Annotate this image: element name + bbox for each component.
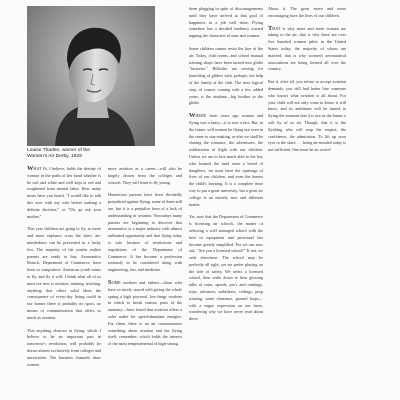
portrait-photo bbox=[27, 6, 155, 146]
caption-line-1: Louise Thaden, winner of the bbox=[27, 148, 90, 153]
article-paragraph: But if, after all, you refuse to accept aviation demands, you still had better hire someone who knows what aviation is all about. For your child will not only come to know, it will know, and its ambitions will be turned to flying the moment that it is not as the harms a will by of as air. Though, that it is the flyalting who will reap the respect, the confidence, the admiration. To lift up your eyes to the skies . . . being air-minded today is not sufficient. One must be air active! bbox=[268, 79, 346, 153]
article-paragraph: WHAT IS, I believe, holds the destiny of woman in the paths of her hand whether is be soft and white and well kept or red and roughened from menial labor. How many times have you heard, "I would like to talk this over with my wife before making a definite decision," or "Oh, go ask your mother." bbox=[27, 165, 101, 219]
article-paragraph: Yet, now that the Department of Commerce is licensing air schools, the matter of selecting a well managed school with the best in equipment and personnel has become greatly simplified. For we can now ask, "Are you a licensed school?" If not, we seek elsewhere. The school may be perfectly all right, yet we prefer playing on the side of safety. We select a licensed school, then settle down to hear glowing talks of rates, speeds, pro's and rankings, trips, advances, stabilizers, ceilings, prop rotating, some clearance, ground loops—with a vague expression on our faces, wondering why we have never read about these. bbox=[189, 214, 263, 322]
article-column-1 bbox=[27, 166, 101, 368]
caption-line-2: Women's Air Derby, 1929 bbox=[27, 154, 82, 159]
article-paragraph: SOME mothers and fathers—those who have so nicely stayed with giving the whole spring a high powered, low-fangy roadster in which to break various parts of the anatomy—have found that aviation offers a safer outlet for speed-abundant energies. For them, there is an air commonsense something about aviation and the flying itself, remember; which holds the interest of the most temperamental of high-strung, bbox=[108, 278, 182, 347]
article-paragraph: them plugging in spite of discouragements until they have arrived at that goal of happiness in a job well done. Flying somehow has a decided tendency toward tapping the characters of men and women. bbox=[189, 6, 263, 39]
article-paragraph: Some children cannot resist the lure of the air. Today, club rooms, and school manual training shops have been turned into glider "factories." Hillsides are serving for launching of gliders with, perhaps, the help of the family at the club. The next logical step, of course, coming with a few added years, is the airplane—big brother to the glider. bbox=[189, 45, 263, 106]
article-paragraph: This anything obstruct in flying, which I believe to be an important part in tomorrow's revolution, will probably be drawn almost exclusively from colleges and universities. The business channels draw women bbox=[27, 327, 101, 367]
article-paragraph: This year children are going to fly, as more and more airplanes cross the skies, air-mindedness can be prevented in a lucky few. The majority of the youths realize parents are ready to buy. Aeronautics Branch, Department of Commerce, have been so compulsive. American youth wants to fly, and fly it will. I think what all of us must see now is aviation, training, teaching, anything that offers solid ideas the consequence of every-day living could in our homes there is probably no sport, no means of communication that offers so much as aviation. bbox=[27, 226, 101, 320]
article-paragraph: THAT is why more and more women are taking to the air, that is why there are over five hundred women pilots in the United States today, the majority of whom are married; that is why women's aeronautical associations are being formed all over the country. bbox=[268, 24, 346, 72]
article-column-3 bbox=[189, 6, 263, 323]
article-paragraph: more aviation as a career—will also be largely drawn from the colleges and schools. They will learn to fly young. bbox=[108, 166, 182, 185]
article-paragraph: About it. The great move and more encouraging have the lives of our children. bbox=[268, 6, 346, 18]
article-paragraph: Hometown parents have been decidedly prejudiced against flying, some of them still are, but it is a prejudice born of a lack of understanding of aviation. Nowadays many parents are beginning to discover that aeronautics is a major industry with almost unlimited opportunity and that flying today is safe because of restrictions and regulations of the Department of Commerce. It has become a profession seriously to be considered along with engineering, law, and medicine. bbox=[108, 192, 182, 273]
article-column-4 bbox=[268, 6, 346, 154]
portrait-image bbox=[27, 6, 155, 146]
photo-caption bbox=[27, 148, 155, 160]
article-paragraph: WHERE from years ago women and flying was a fancy—it is now a fact. But, in the future, will women be flying not even in the same to stay-making, or else we shall be sharing the romance, the adventures, the exhilaration of flight with our children. Unless we are to lose much able to the boy who learned the hard route a breed of daughters, we must have the openings of lives of our children, and even the homes the child's learning. It is a complete rinse way to put a great university, but a great air college is an entirely new and different matter. bbox=[189, 112, 263, 207]
article-column-2 bbox=[108, 166, 182, 348]
